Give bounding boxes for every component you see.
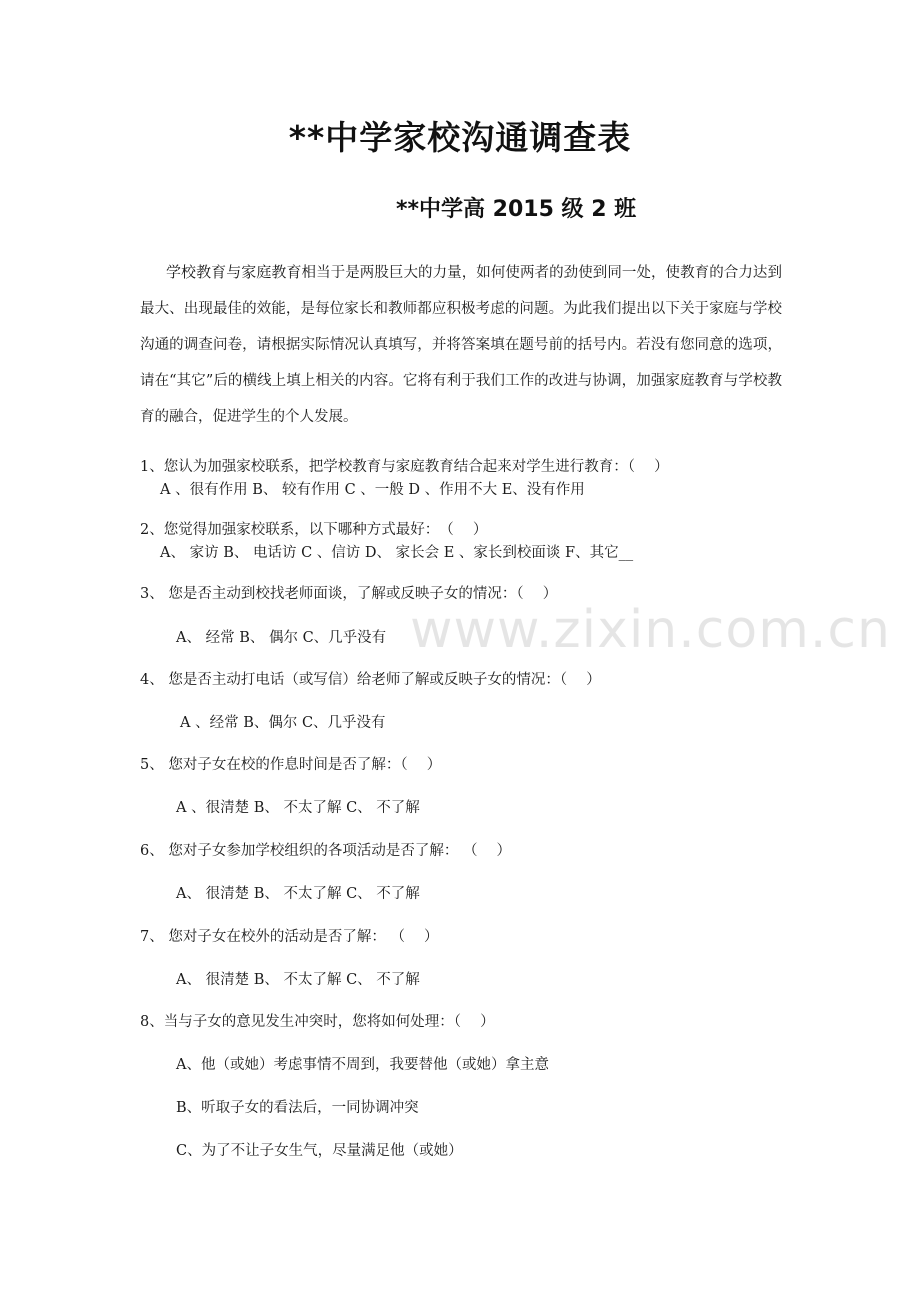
question-1-options: A 、很有作用 B、 较有作用 C 、一般 D 、作用不大 E、没有作用 (160, 482, 585, 498)
question-4-options: A 、经常 B、偶尔 C、几乎没有 (180, 715, 386, 731)
question-2-options: A、 家访 B、 电话访 C 、信访 D、 家长会 E 、家长到校面谈 F、其它__ (160, 545, 634, 561)
question-2: 2、您觉得加强家校联系，以下哪种方式最好： （ ） (140, 522, 488, 538)
question-7-options: A、 很清楚 B、 不太了解 C、 不了解 (176, 972, 420, 988)
question-7: 7、 您对子女在校外的活动是否了解： （ ） (140, 929, 439, 945)
watermark: www.zixin.com.cn (410, 600, 891, 660)
question-5: 5、 您对子女在校的作息时间是否了解：（ ） (140, 757, 442, 773)
intro-text: 相当于是两股巨大的力量，如何使两者的劲使到同一处，使教育的合力达到最大、出现最佳的效能，是每位家长和教师都应积极考虑的问题。为此我们提出以下关于家庭与学校沟通的调查问卷，请根据实际情况认真填写，并将答案填在题号前的括号内。若没有您同意的选项，请在“其它”后的横线上填上相关的内容。它将有利于我们工作的改进与协调，加强家庭教育与学校教育的融合，促进学生的个人发展。 (140, 265, 782, 425)
question-6: 6、 您对子女参加学校组织的各项活动是否了解： （ ） (140, 843, 512, 859)
question-8-option-a: A、他（或她）考虑事情不周到，我要替他（或她）拿主意 (176, 1057, 549, 1073)
question-1: 1、您认为加强家校联系，把学校教育与家庭教育结合起来对学生进行教育：（ ） (140, 459, 669, 475)
document-subtitle: **中学高 2015 级 2 班 (396, 197, 637, 222)
question-5-options: A 、很清楚 B、 不太了解 C、 不了解 (176, 800, 420, 816)
intro-paragraph (140, 254, 782, 435)
question-8-option-b: B、听取子女的看法后，一同协调冲突 (176, 1100, 419, 1116)
document-title: **中学家校沟通调查表 (288, 118, 632, 157)
question-6-options: A、 很清楚 B、 不太了解 C、 不了解 (176, 886, 420, 902)
question-3-options: A、 经常 B、 偶尔 C、几乎没有 (176, 630, 387, 646)
intro-lead: 学校教育与家庭教育 (166, 263, 302, 281)
question-4: 4、 您是否主动打电话（或写信）给老师了解或反映子女的情况：（ ） (140, 672, 601, 688)
question-8: 8、当与子女的意见发生冲突时，您将如何处理：（ ） (140, 1014, 495, 1030)
question-8-option-c: C、为了不让子女生气，尽量满足他（或她） (176, 1143, 463, 1159)
question-3: 3、 您是否主动到校找老师面谈，了解或反映子女的情况：（ ） (140, 586, 558, 602)
